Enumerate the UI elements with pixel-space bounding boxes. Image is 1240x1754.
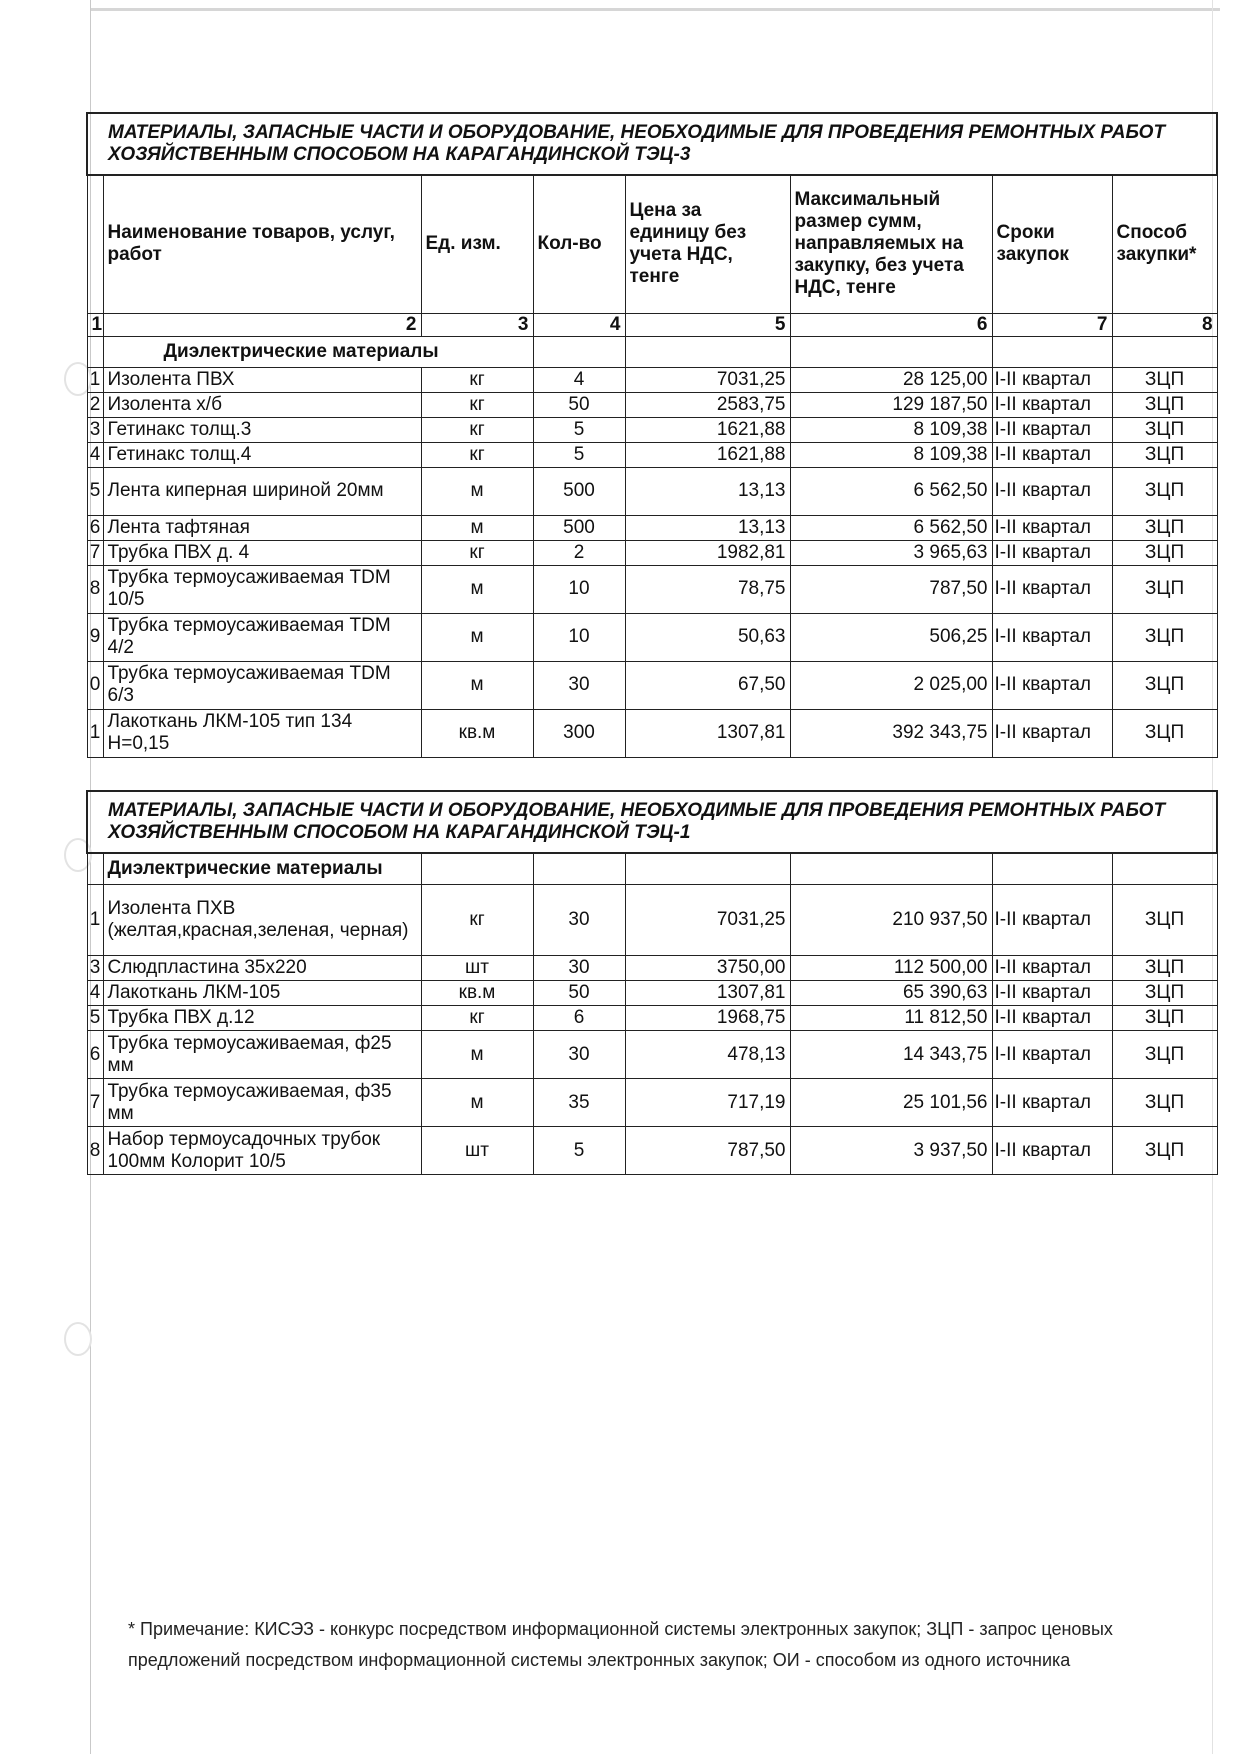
section-title: МАТЕРИАЛЫ, ЗАПАСНЫЕ ЧАСТИ И ОБОРУДОВАНИЕ, НЕОБХОДИМЫЕ ДЛЯ ПРОВЕДЕНИЯ РЕМОНТНЫХ РАБОТ ХОЗЯЙСТВЕННЫМ СПОСОБОМ НА КАРАГАНДИНСКОЙ ТЭЦ-1 [87,791,1217,853]
empty-cell [790,853,992,885]
unit-cell: кг [421,1006,533,1031]
method-cell: ЗЦП [1112,367,1217,392]
unit-cell: кв.м [421,709,533,757]
row-number: 4 [87,981,103,1006]
item-name: Лента киперная шириной 20мм [103,467,421,515]
empty-cell [992,336,1112,367]
unit-cell: кг [421,540,533,565]
unit-cell: кг [421,417,533,442]
price-cell: 78,75 [625,565,790,613]
unit-cell: м [421,1079,533,1127]
table-row [87,417,1217,442]
item-name: Слюдпластина 35х220 [103,956,421,981]
method-cell: ЗЦП [1112,1127,1217,1175]
unit-cell: кг [421,442,533,467]
quantity-cell: 500 [533,515,625,540]
term-cell: I-II квартал [992,661,1112,709]
price-cell: 787,50 [625,1127,790,1175]
table-row [87,1127,1217,1175]
table-row [87,540,1217,565]
unit-cell: м [421,613,533,661]
method-cell: ЗЦП [1112,467,1217,515]
sum-cell: 210 937,50 [790,885,992,956]
group-row [87,336,1217,367]
row-number: 6 [87,1031,103,1079]
empty-cell [992,853,1112,885]
price-cell: 478,13 [625,1031,790,1079]
unit-cell: м [421,467,533,515]
table-row [87,956,1217,981]
sum-cell: 25 101,56 [790,1079,992,1127]
group-label: Диэлектрические материалы [103,336,533,367]
row-number: 3 [87,417,103,442]
price-cell: 717,19 [625,1079,790,1127]
term-cell: I-II квартал [992,367,1112,392]
method-cell: ЗЦП [1112,956,1217,981]
sum-cell: 6 562,50 [790,515,992,540]
column-number-row [87,313,1217,336]
table-row [87,1031,1217,1079]
item-name: Трубка термоусаживаемая TDM 10/5 [103,565,421,613]
column-number: 4 [533,313,625,336]
term-cell: I-II квартал [992,981,1112,1006]
method-cell: ЗЦП [1112,565,1217,613]
row-number: 4 [87,442,103,467]
term-cell: I-II квартал [992,885,1112,956]
row-number: 6 [87,515,103,540]
quantity-cell: 5 [533,442,625,467]
table-row [87,709,1217,757]
table-row [87,885,1217,956]
row-number: 7 [87,540,103,565]
col-header-qty: Кол-во [533,175,625,313]
method-cell: ЗЦП [1112,613,1217,661]
empty-cell [533,336,625,367]
column-number: 6 [790,313,992,336]
section-title-row [87,791,1217,853]
quantity-cell: 30 [533,1031,625,1079]
method-cell: ЗЦП [1112,661,1217,709]
price-cell: 1621,88 [625,417,790,442]
table-body [87,885,1217,1175]
quantity-cell: 10 [533,613,625,661]
price-cell: 2583,75 [625,392,790,417]
unit-cell: м [421,515,533,540]
sum-cell: 392 343,75 [790,709,992,757]
sum-cell: 129 187,50 [790,392,992,417]
item-name: Гетинакс толщ.3 [103,417,421,442]
method-cell: ЗЦП [1112,417,1217,442]
unit-cell: м [421,661,533,709]
method-cell: ЗЦП [1112,392,1217,417]
quantity-cell: 5 [533,1127,625,1175]
table-row [87,565,1217,613]
sum-cell: 28 125,00 [790,367,992,392]
item-name: Изолента х/б [103,392,421,417]
unit-cell: кг [421,392,533,417]
term-cell: I-II квартал [992,709,1112,757]
unit-cell: шт [421,956,533,981]
method-cell: ЗЦП [1112,709,1217,757]
row-number: 9 [87,613,103,661]
item-name: Набор термоусадочных трубок 100мм Колорит 10/5 [103,1127,421,1175]
procurement-table-tec1 [86,790,1218,1175]
table-row [87,392,1217,417]
method-cell: ЗЦП [1112,885,1217,956]
footnote: * Примечание: КИСЭЗ - конкурс посредством информационной системы электронных закупок; ЗЦП - запрос ценовых предложений посредством информационной системы электронных закупок; ОИ - способом из одного источника [128,1619,1113,1670]
quantity-cell: 5 [533,417,625,442]
row-number: 3 [87,956,103,981]
section-title: МАТЕРИАЛЫ, ЗАПАСНЫЕ ЧАСТИ И ОБОРУДОВАНИЕ, НЕОБХОДИМЫЕ ДЛЯ ПРОВЕДЕНИЯ РЕМОНТНЫХ РАБОТ ХОЗЯЙСТВЕННЫМ СПОСОБОМ НА КАРАГАНДИНСКОЙ ТЭЦ-3 [87,113,1217,175]
column-number: 1 [87,313,103,336]
table-row [87,613,1217,661]
quantity-cell: 10 [533,565,625,613]
quantity-cell: 300 [533,709,625,757]
row-number: 5 [87,1006,103,1031]
unit-cell: кв.м [421,981,533,1006]
item-name: Трубка термоусаживаемая, ф25 мм [103,1031,421,1079]
table-row [87,515,1217,540]
quantity-cell: 30 [533,956,625,981]
col-header-num [87,175,103,313]
term-cell: I-II квартал [992,467,1112,515]
column-number: 2 [103,313,421,336]
row-number: 5 [87,467,103,515]
row-number: 8 [87,1127,103,1175]
col-header-unit: Ед. изм. [421,175,533,313]
unit-cell: шт [421,1127,533,1175]
method-cell: ЗЦП [1112,981,1217,1006]
header-row [87,175,1217,313]
item-name: Трубка термоусаживаемая, ф35 мм [103,1079,421,1127]
item-name: Изолента ПХВ (желтая,красная,зеленая, черная) [103,885,421,956]
sum-cell: 112 500,00 [790,956,992,981]
col-header-sum: Максимальный размер сумм, направляемых на закупку, без учета НДС, тенге [790,175,992,313]
group-label: Диэлектрические материалы [103,853,421,885]
procurement-table-tec3 [86,112,1218,758]
sum-cell: 14 343,75 [790,1031,992,1079]
col-header-method: Способ закупки* [1112,175,1217,313]
table-row [87,1006,1217,1031]
sum-cell: 787,50 [790,565,992,613]
sum-cell: 6 562,50 [790,467,992,515]
sum-cell: 506,25 [790,613,992,661]
method-cell: ЗЦП [1112,1006,1217,1031]
group-row [87,853,1217,885]
term-cell: I-II квартал [992,392,1112,417]
table-row [87,661,1217,709]
method-cell: ЗЦП [1112,442,1217,467]
row-number: 2 [87,392,103,417]
item-name: Лакоткань ЛКМ-105 тип 134 Н=0,15 [103,709,421,757]
term-cell: I-II квартал [992,442,1112,467]
unit-cell: кг [421,367,533,392]
sum-cell: 3 937,50 [790,1127,992,1175]
method-cell: ЗЦП [1112,515,1217,540]
empty-cell [625,853,790,885]
item-name: Трубка термоусаживаемая TDM 6/3 [103,661,421,709]
col-header-price: Цена за единицу без учета НДС, тенге [625,175,790,313]
column-number: 3 [421,313,533,336]
quantity-cell: 50 [533,392,625,417]
term-cell: I-II квартал [992,1031,1112,1079]
empty-cell [1112,853,1217,885]
term-cell: I-II квартал [992,515,1112,540]
unit-cell: м [421,1031,533,1079]
item-name: Трубка ПВХ д. 4 [103,540,421,565]
row-number: 8 [87,565,103,613]
method-cell: ЗЦП [1112,1031,1217,1079]
quantity-cell: 500 [533,467,625,515]
price-cell: 1621,88 [625,442,790,467]
price-cell: 13,13 [625,467,790,515]
price-cell: 7031,25 [625,367,790,392]
row-number: 1 [87,709,103,757]
row-number: 7 [87,1079,103,1127]
item-name: Трубка термоусаживаемая TDM 4/2 [103,613,421,661]
column-number: 5 [625,313,790,336]
empty-cell [790,336,992,367]
section-title-row [87,113,1217,175]
term-cell: I-II квартал [992,1079,1112,1127]
term-cell: I-II квартал [992,565,1112,613]
unit-cell: кг [421,885,533,956]
sum-cell: 8 109,38 [790,442,992,467]
empty-cell [1112,336,1217,367]
quantity-cell: 30 [533,661,625,709]
item-name: Лакоткань ЛКМ-105 [103,981,421,1006]
term-cell: I-II квартал [992,417,1112,442]
price-cell: 50,63 [625,613,790,661]
quantity-cell: 30 [533,885,625,956]
row-number: 1 [87,367,103,392]
quantity-cell: 50 [533,981,625,1006]
price-cell: 1307,81 [625,709,790,757]
empty-cell [533,853,625,885]
sum-cell: 11 812,50 [790,1006,992,1031]
table-row [87,467,1217,515]
item-name: Трубка ПВХ д.12 [103,1006,421,1031]
table-row [87,981,1217,1006]
term-cell: I-II квартал [992,1006,1112,1031]
col-header-term: Сроки закупок [992,175,1112,313]
sum-cell: 3 965,63 [790,540,992,565]
quantity-cell: 2 [533,540,625,565]
column-number: 7 [992,313,1112,336]
punch-hole [64,1322,92,1356]
price-cell: 1982,81 [625,540,790,565]
method-cell: ЗЦП [1112,1079,1217,1127]
item-name: Лента тафтяная [103,515,421,540]
price-cell: 1968,75 [625,1006,790,1031]
price-cell: 3750,00 [625,956,790,981]
sum-cell: 8 109,38 [790,417,992,442]
group-num-cell [87,336,103,367]
row-number: 1 [87,885,103,956]
sum-cell: 65 390,63 [790,981,992,1006]
empty-cell [421,853,533,885]
table-row [87,367,1217,392]
item-name: Изолента ПВХ [103,367,421,392]
term-cell: I-II квартал [992,540,1112,565]
term-cell: I-II квартал [992,613,1112,661]
sum-cell: 2 025,00 [790,661,992,709]
quantity-cell: 6 [533,1006,625,1031]
col-header-name: Наименование товаров, услуг, работ [103,175,421,313]
item-name: Гетинакс толщ.4 [103,442,421,467]
price-cell: 67,50 [625,661,790,709]
price-cell: 1307,81 [625,981,790,1006]
group-num-cell [87,853,103,885]
table-row [87,1079,1217,1127]
table-row [87,442,1217,467]
empty-cell [625,336,790,367]
term-cell: I-II квартал [992,1127,1112,1175]
column-number: 8 [1112,313,1217,336]
term-cell: I-II квартал [992,956,1112,981]
unit-cell: м [421,565,533,613]
quantity-cell: 35 [533,1079,625,1127]
price-cell: 7031,25 [625,885,790,956]
quantity-cell: 4 [533,367,625,392]
table-body [87,367,1217,757]
method-cell: ЗЦП [1112,540,1217,565]
scan-top-edge [90,8,1220,11]
row-number: 0 [87,661,103,709]
price-cell: 13,13 [625,515,790,540]
